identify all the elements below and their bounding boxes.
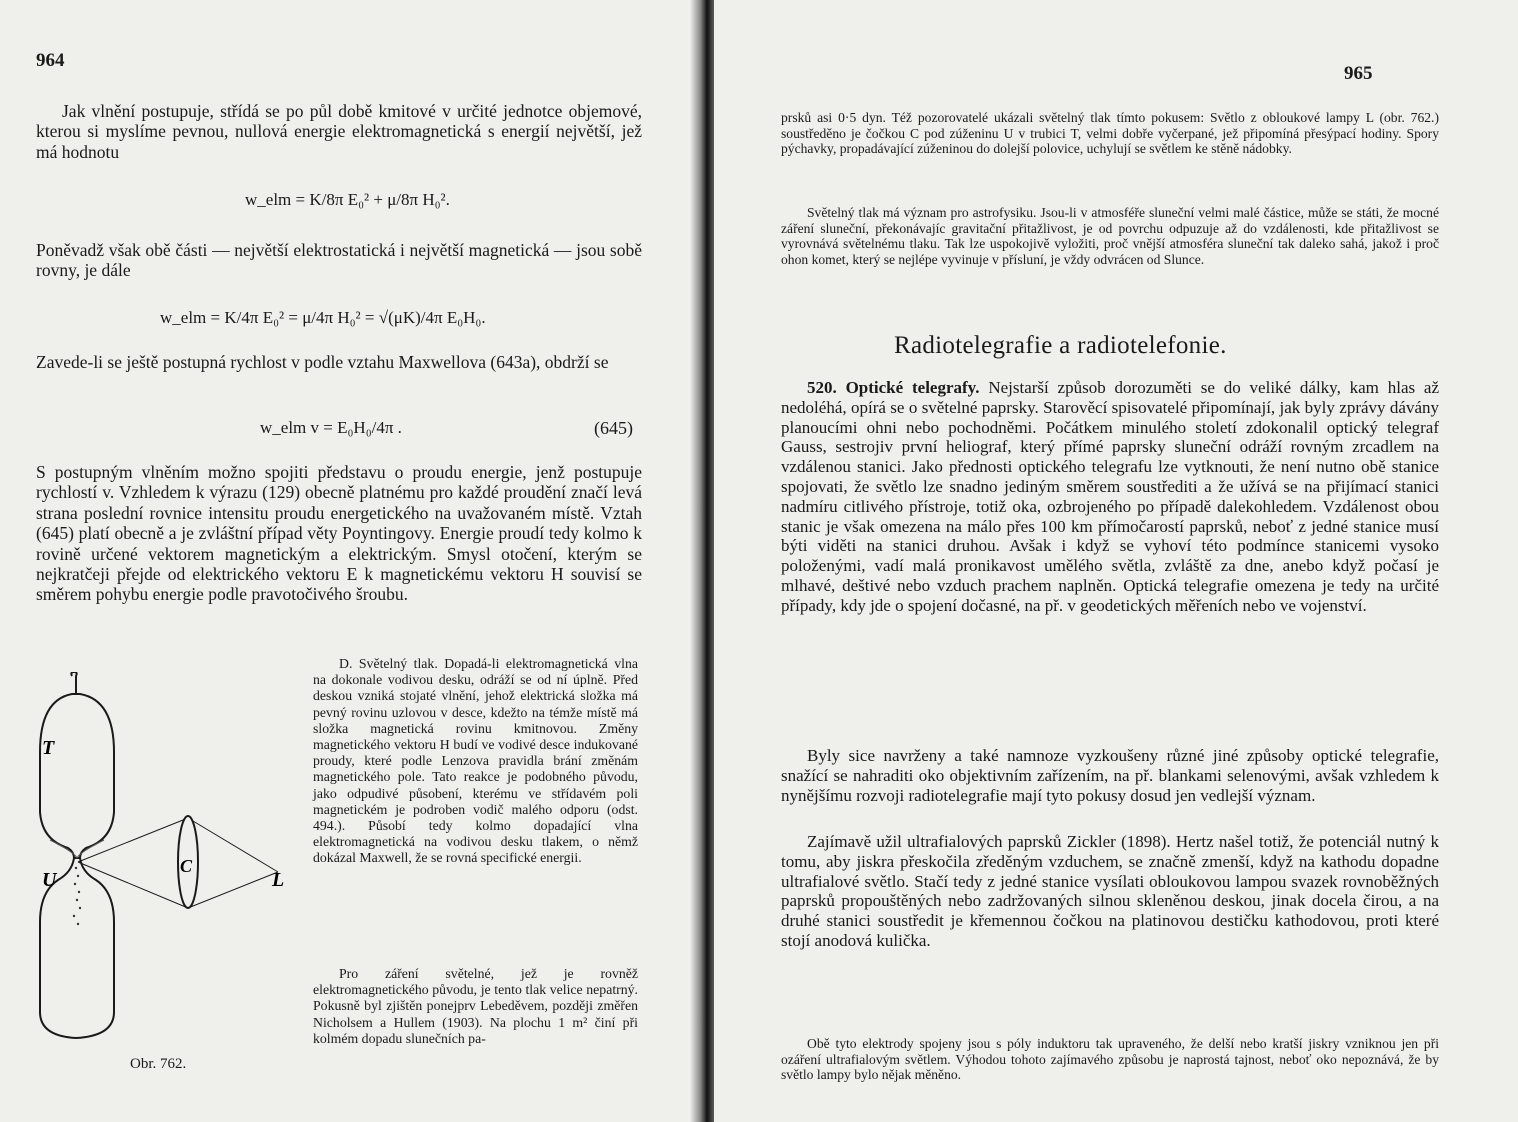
left-paragraph-1: Jak vlnění postupuje, střídá se po půl době kmitové v určité jednotce objemové, kterou si myslíme pevnou, nullová energie elektromagnetická s energií největší, jež má hodnotu	[36, 101, 642, 162]
right-page	[714, 0, 1518, 1122]
column-paragraph-2: Pro záření světelné, jež je rovněž elektromagnetického původu, je tento tlak velice nepatrný. Pokusně byl zjištěn ponejprv Lebeděvem, později změřen Nicholsem a Hullem (1903). Na plochu 1 m² činí při kolmém dopadu slunečních pa-	[313, 966, 638, 1046]
tube-upper-bulb	[40, 694, 114, 858]
label-l: L	[272, 869, 285, 891]
left-paragraph-4: S postupným vlněním možno spojiti představu o proudu energie, jenž postupuje rychlostí v. Vzhledem k výrazu (129) obecně platnému pro každé proudění značí levá strana poslední rovnice intensitu proudu energetického na uvažovaném místě. Vztah (645) platí obecně a je zvláštní případ věty Poyntingovy. Energie proudí tedy kolmo k rovině určené vektorem magnetickým a elektrickým. Smysl otočení, kterým se nejkratčeji přejde od elektrického vektoru E k magnetickému vektoru H souvisí se směrem pohybu energie podle pravotočivého šroubu.	[36, 462, 642, 605]
section-520-text: Nejstarší způsob dorozuměti se do veliké dálky, kam hlas až nedoléhá, opírá se o světelné paprsky. Starověcí spisovatelé připomínají, jak byly zprávy dávány planoucími ohni nebo pochodněmi. Počátkem minulého století zdokonalil optický telegraf Gauss, sestrojiv první heliograf, který přímé paprsky sluneční odráží rovným zrcadlem na vzdálenou stanici. Jako přednosti optického telegrafu lze vytknouti, že není nutno obě stanice spojovati, že světlo lze snadno jediným směrem soustřediti a že užívá se na přijímací stanici nadmíru citlivého přístroje, totiž oka, ozbrojeného po případě dalekohledem. Vzdálenost obou stanic je však omezena na málo přes 100 km přímočarostí paprsků, neboť z jedné stanice musí býti viděti na stanici druhou. Avšak i když se vyhoví této podmínce stanicemi vysoko položenými, vadí malá pronikavost umělého světla, zvláště za dne, anebo když počasí je mlhavé, deštivé nebo vzduch prachem naplněn. Optická telegrafie omezena je tedy na určité případy, kdy jde o spojení dočasné, na př. v geodetických měřeních nebo ve vojenství.	[781, 378, 1440, 615]
right-paragraph-1: prsků asi 0·5 dyn. Též pozorovatelé ukázali světelný tlak tímto pokusem: Světlo z obloukové lampy L (obr. 762.) soustředěno je čočkou C pod zúženinu U v trubici T, velmi dobře vyčerpané, jež připomíná přesýpací hodiny. Spory pýchavky, propadávající zúženinou do dolejší polovice, uchylují se světlem ke stěně nádobky.	[781, 110, 1439, 157]
equation-1-lhs: w_elm =	[245, 190, 306, 209]
right-paragraph-5: Zajímavě užil ultrafialových paprsků Zickler (1898). Hertz našel totiž, že potenciál nutný k tomu, aby jiskra přeskočila zředěným vzduchem, se značně zmenší, když na kathodu dopadne ultrafialové světlo. Stačí tedy z jedné stanice vysílati obloukovou lampou svazek rovnoběžných paprsků propouštěných nebo zadržovaných silnou skleněnou deskou, jinak docela čirou, a na druhé stanici soustředit je křemennou čočkou na platinovou destičku kathodovou, proti které stojí anodová kulička.	[781, 832, 1439, 950]
equation-3-number: (645)	[594, 418, 633, 438]
right-paragraph-3	[781, 378, 1439, 616]
left-paragraph-3: Zavede-li se ještě postupná rychlost v podle vztahu Maxwellova (643a), obdrží se	[36, 352, 609, 372]
page-number-left: 964	[36, 50, 65, 71]
equation-1	[245, 190, 450, 210]
tube-neck	[71, 672, 76, 694]
section-heading: Radiotelegrafie a radiotelefonie.	[894, 332, 1227, 359]
equation-3-lhs: w_elm v =	[260, 418, 333, 437]
section-520-label: 520. Optické telegrafy.	[807, 378, 980, 397]
right-paragraph-2: Světelný tlak má význam pro astrofysiku. Jsou-li v atmosféře sluneční velmi malé částice, může se státi, že mocné záření sluneční, překonávajíc gravitační přitažlivost, je od povrchu odpuzuje až do vzdálenosti, kde přitažlivost se vyrovnává světelnému tlaku. Tak lze uspokojivě vyložiti, proč vnější atmosféra sluneční tak daleko sahá, jakož i proč ohon komet, který se nejlépe vyvinuje v přísluní, je vždy odvrácen od Slunce.	[781, 205, 1439, 267]
page-number-right: 965	[1344, 63, 1373, 84]
column-paragraph-1: D. Světelný tlak. Dopadá-li elektromagnetická vlna na dokonale vodivou desku, odráží se od ní úplně. Před deskou vzniká stojaté vlnění, jehož elektrická složka má pevný rovinu uzlovou v desce, kdežto na témže místě má složka magnetická rovinu kmitnovou. Změny magnetického vektoru H budí ve vodivé desce indukované proudy, které podle Lenzova pravidla brání změnám magnetického pole. Tato reakce je podobného původu, jako odpudivé působení, kterému ve střídavém poli magnetickém je podroben vodič malého odporu (odst. 494.). Působí tedy kolmo dopadající vlna elektromagnetická na vodivou desku tlakem, o němž dokázal Maxwell, že se rovná specifické energii.	[313, 656, 638, 866]
equation-2-rhs: K/4π E₀² = μ/4π H₀² = √(μK)/4π E₀H₀.	[224, 308, 486, 327]
right-paragraph-4: Byly sice navrženy a také namnoze vyzkoušeny různé jiné způsoby optické telegrafie, snažící se nahraditi oko objektivním zařízením, na př. blankami selenovými, avšak vzhledem k nynějšímu rozvoji radiotelegrafie mají tyto pokusy dosud jen vedlejší význam.	[781, 746, 1439, 805]
falling-spores	[73, 867, 81, 925]
left-paragraph-2: Poněvadž však obě části — největší elektrostatická i největší magnetická — jsou sobě rovny, je dále	[36, 240, 642, 281]
left-page	[0, 0, 700, 1122]
label-u: U	[42, 869, 57, 891]
equation-3-rhs: E₀H₀/4π .	[337, 418, 402, 437]
right-paragraph-6: Obě tyto elektrody spojeny jsou s póly induktoru tak upraveného, že delší nebo kratší jiskry vzniknou jen při ozáření ultrafialovým světlem. Výhodou tohoto zajímavého způsobu je naprostá tajnost, neboť oko nepoznává, že by světlo lampy bylo nějak měněno.	[781, 1036, 1439, 1083]
label-t: T	[42, 737, 55, 759]
equation-3	[260, 418, 402, 438]
equation-2-lhs: w_elm =	[160, 308, 221, 327]
hourglass-figure	[28, 672, 308, 1052]
equation-1-rhs: K/8π E₀² + μ/8π H₀².	[309, 190, 450, 209]
figure-caption: Obr. 762.	[130, 1056, 187, 1072]
equation-2	[160, 308, 486, 328]
label-c: C	[180, 856, 193, 876]
